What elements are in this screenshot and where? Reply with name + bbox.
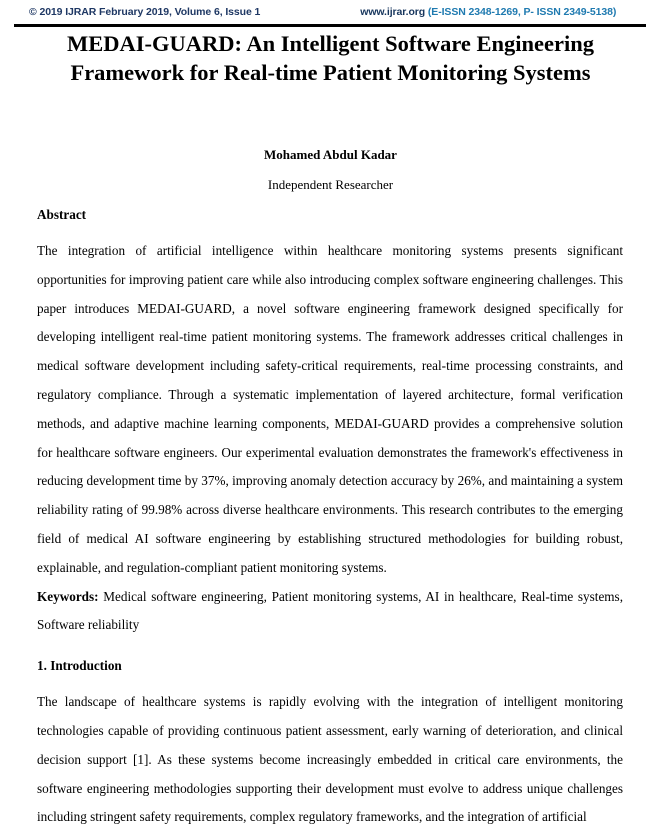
journal-running-header	[14, 6, 646, 18]
page-title: MEDAI-GUARD: An Intelligent Software Engineering Framework for Real-time Patient Monitoring Systems	[66, 31, 595, 85]
introduction-heading: 1. Introduction	[37, 658, 122, 674]
header-issn-codes: (E-ISSN 2348-1269, P- ISSN 2349-5138)	[427, 6, 617, 18]
header-website-url: www.ijrar.org	[360, 6, 426, 18]
keywords-list: Medical software engineering, Patient monitoring systems, AI in healthcare, Real-time systems, Software reliability	[37, 588, 623, 633]
keywords-label: Keywords:	[37, 588, 99, 604]
introduction-paragraph: The landscape of healthcare systems is rapidly evolving with the integration of intelligent monitoring technologies capable of providing continuous patient assessment, early warning of deterioration, and clinical decision support [1]. As these systems become increasingly embedded in critical care environments, the software engineering methodologies supporting their development must evolve to address unique challenges including stringent safety requirements, complex regulatory frameworks, and the integration of artificial	[37, 694, 623, 825]
keywords-block	[37, 583, 623, 641]
header-journal-identifiers	[360, 6, 616, 18]
abstract-paragraph: The integration of artificial intelligence within healthcare monitoring systems presents significant opportunities for improving patient care while also introducing complex software engineering challenges. This paper introduces MEDAI-GUARD, a novel software engineering framework designed specifically for developing intelligent real-time patient monitoring systems. The framework addresses critical challenges in medical software development including safety-critical requirements, real-time processing constraints, and regulatory compliance. Through a systematic implementation of layered architecture, formal verification methods, and adaptive machine learning components, MEDAI-GUARD provides a comprehensive solution for healthcare software engineers. Our experimental evaluation demonstrates the framework's effectiveness in reducing development time by 37%, improving anomaly detection accuracy by 26%, and maintaining a system reliability rating of 99.98% across diverse healthcare environments. This research contributes to the emerging field of medical AI software engineering by establishing structured methodologies for building robust, explainable, and regulation-compliant patient monitoring systems.	[37, 243, 623, 575]
author-affiliation: Independent Researcher	[267, 177, 394, 192]
article-body-column	[37, 206, 623, 832]
header-copyright-issue: © 2019 IJRAR February 2019, Volume 6, Issue 1	[29, 6, 261, 18]
abstract-heading: Abstract	[37, 207, 87, 222]
header-divider-rule	[14, 24, 646, 27]
author-name: Mohamed Abdul Kadar	[264, 147, 397, 162]
